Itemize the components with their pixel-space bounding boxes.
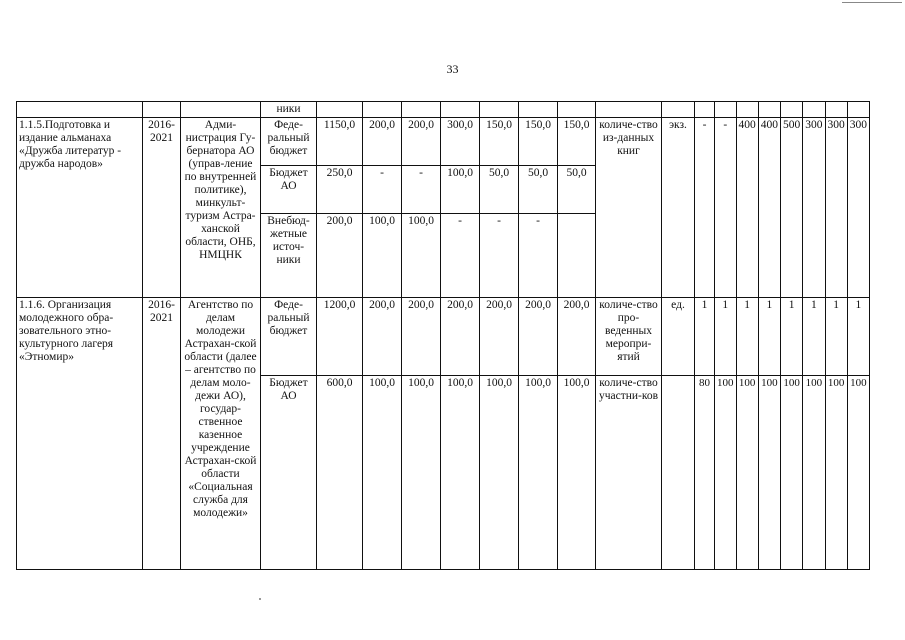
program-table: [16, 101, 870, 570]
table-row: [17, 298, 870, 376]
indicator-value: -: [715, 118, 737, 298]
indicator-unit: экз.: [662, 118, 695, 298]
indicator-name: количе-ство про-веденных меропри-ятий: [596, 298, 662, 376]
indicator-value: 1: [803, 298, 825, 376]
funding-value: -: [441, 214, 480, 298]
funding-value: 150,0: [519, 118, 558, 166]
indicator-value: 400: [758, 118, 780, 298]
activity-name: 1.1.5.Подготовка и издание альманаха «Дружба литератур - дружба народов»: [17, 118, 143, 298]
table-row: [17, 102, 870, 118]
indicator-value: 1: [715, 298, 737, 376]
indicator-value: 300: [803, 118, 825, 298]
funding-value: -: [480, 214, 519, 298]
funding-value: 50,0: [480, 166, 519, 214]
activity-years: 2016-2021: [143, 118, 181, 298]
funding-value: 50,0: [519, 166, 558, 214]
scan-speck: [259, 598, 261, 600]
top-rule: [842, 2, 902, 3]
funding-source: Внебюд-жетные источ-ники: [261, 214, 317, 298]
indicator-value: 100: [803, 376, 825, 570]
cell-sources-continuation: ники: [261, 102, 317, 118]
indicator-value: 100: [715, 376, 737, 570]
funding-value: -: [402, 166, 441, 214]
funding-value: 100,0: [441, 166, 480, 214]
funding-value: 200,0: [519, 298, 558, 376]
funding-value: 100,0: [363, 376, 402, 570]
funding-value: 250,0: [317, 166, 363, 214]
indicator-value: 1: [695, 298, 715, 376]
indicator-value: 400: [736, 118, 758, 298]
funding-value: 200,0: [441, 298, 480, 376]
indicator-value: 80: [695, 376, 715, 570]
activity-name: 1.1.6. Организация молодежного обра-зовательного этно-культурного лагеря «Этномир»: [17, 298, 143, 570]
funding-source: Феде-ральный бюджет: [261, 118, 317, 166]
activity-executor: Адми-нистрация Гу-бернатора АО (управ-ление по внутренней политике), минкульт-туризм Астра-ханской области, ОНБ, НМЦНК: [181, 118, 261, 298]
funding-value: 1200,0: [317, 298, 363, 376]
funding-value: 200,0: [402, 298, 441, 376]
funding-source: Бюджет АО: [261, 376, 317, 570]
indicator-value: 300: [825, 118, 847, 298]
funding-value: 200,0: [363, 118, 402, 166]
funding-value: 50,0: [558, 166, 596, 214]
indicator-unit: [662, 376, 695, 570]
funding-value: 200,0: [402, 118, 441, 166]
indicator-value: 100: [847, 376, 869, 570]
funding-value: 200,0: [363, 298, 402, 376]
funding-value: -: [363, 166, 402, 214]
funding-value: 100,0: [402, 214, 441, 298]
funding-value: 100,0: [558, 376, 596, 570]
indicator-name: количе-ство из-данных книг: [596, 118, 662, 298]
activity-years: 2016-2021: [143, 298, 181, 570]
page-number: 33: [446, 62, 459, 76]
indicator-unit: ед.: [662, 298, 695, 376]
indicator-value: 1: [758, 298, 780, 376]
funding-value: 150,0: [480, 118, 519, 166]
indicator-value: 1: [847, 298, 869, 376]
funding-value: 1150,0: [317, 118, 363, 166]
indicator-value: -: [695, 118, 715, 298]
indicator-value: 100: [758, 376, 780, 570]
funding-value: 100,0: [480, 376, 519, 570]
indicator-value: 300: [847, 118, 869, 298]
funding-source: Феде-ральный бюджет: [261, 298, 317, 376]
table-row: [17, 118, 870, 166]
funding-value: 100,0: [363, 214, 402, 298]
funding-value: 200,0: [480, 298, 519, 376]
indicator-value: 100: [825, 376, 847, 570]
indicator-value: 100: [781, 376, 803, 570]
funding-value: 300,0: [441, 118, 480, 166]
funding-value: 100,0: [402, 376, 441, 570]
indicator-value: 500: [781, 118, 803, 298]
indicator-value: 1: [781, 298, 803, 376]
funding-value: [558, 214, 596, 298]
funding-value: 100,0: [519, 376, 558, 570]
funding-value: 100,0: [441, 376, 480, 570]
funding-value: 600,0: [317, 376, 363, 570]
indicator-value: 1: [825, 298, 847, 376]
funding-value: -: [519, 214, 558, 298]
funding-source: Бюджет АО: [261, 166, 317, 214]
funding-value: 150,0: [558, 118, 596, 166]
indicator-value: 1: [736, 298, 758, 376]
activity-executor: Агентство по делам молодежи Астрахан-ской области (далее – агентство по делам моло-дежи АО), государ-ственное казенное учреждение Астрахан-ской области «Социальная служба для молодежи»: [181, 298, 261, 570]
funding-value: 200,0: [558, 298, 596, 376]
indicator-name: количе-ство участни-ков: [596, 376, 662, 570]
funding-value: 200,0: [317, 214, 363, 298]
indicator-value: 100: [736, 376, 758, 570]
